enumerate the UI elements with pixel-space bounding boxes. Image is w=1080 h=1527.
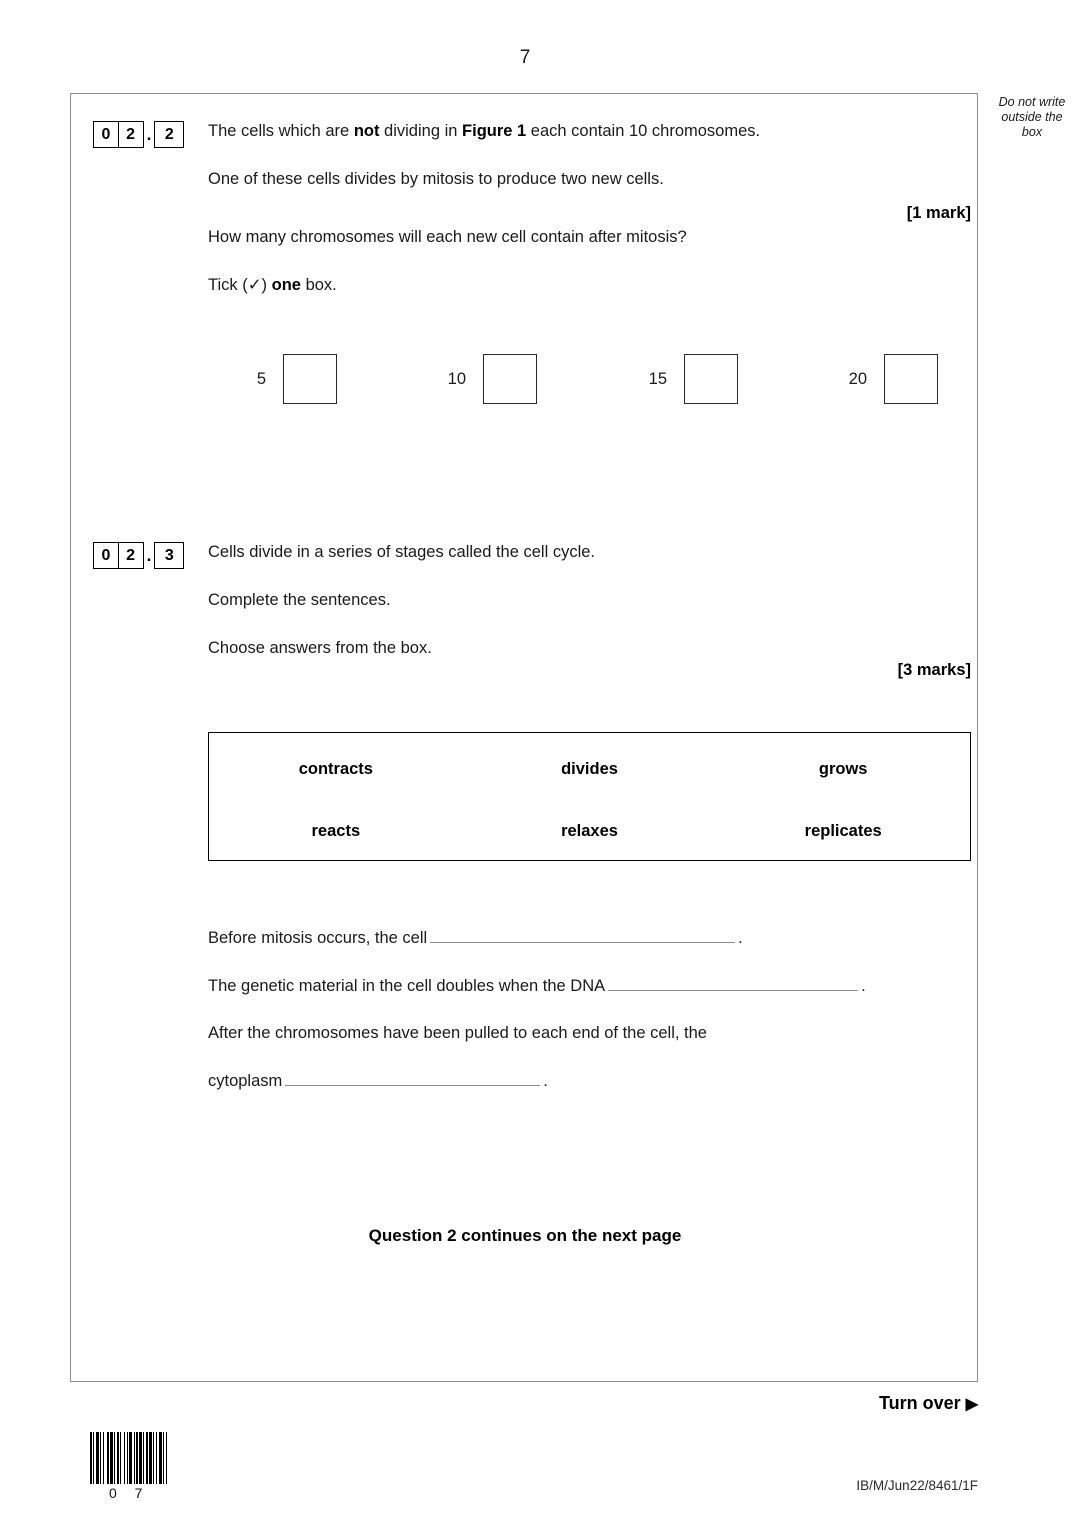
barcode-block bbox=[90, 1432, 202, 1501]
text-segment: each contain 10 chromosomes. bbox=[526, 122, 761, 140]
document-reference: IB/M/Jun22/8461/1F bbox=[856, 1478, 978, 1493]
question-number-digits bbox=[93, 542, 144, 569]
sentence-end-punctuation: . bbox=[543, 1072, 548, 1090]
question-number-digit: 0 bbox=[93, 121, 119, 148]
margin-note-line-2: outside the bbox=[1001, 110, 1063, 124]
sentence-3-part-1 bbox=[208, 1023, 978, 1043]
question-number-separator: . bbox=[146, 125, 152, 144]
triangle-right-icon: ▶ bbox=[965, 1396, 978, 1413]
word-bank-option[interactable]: replicates bbox=[804, 822, 882, 840]
answer-blank-1[interactable] bbox=[430, 927, 735, 943]
text-segment: Tick ( bbox=[208, 276, 248, 294]
tick-option-label: 10 bbox=[447, 369, 466, 388]
sentence-2 bbox=[208, 975, 978, 996]
do-not-write-outside-box-notice bbox=[988, 95, 1076, 140]
question-text-line: How many chromosomes will each new cell contain after mitosis? bbox=[208, 228, 687, 246]
question-number-digit: 2 bbox=[118, 121, 144, 148]
sentence-end-punctuation: . bbox=[861, 977, 866, 995]
tick-option-group bbox=[444, 353, 537, 405]
question-text-line: Complete the sentences. bbox=[208, 591, 391, 609]
tick-option-label: 15 bbox=[648, 369, 667, 388]
tick-option-group bbox=[244, 353, 337, 405]
word-bank-row bbox=[209, 760, 970, 779]
barcode-digits: 0 7 bbox=[109, 1485, 150, 1501]
tick-option-label: 5 bbox=[256, 369, 266, 388]
tick-checkbox[interactable] bbox=[884, 354, 938, 404]
tick-option-group bbox=[645, 353, 738, 405]
tick-checkbox[interactable] bbox=[483, 354, 537, 404]
tick-checkbox[interactable] bbox=[684, 354, 738, 404]
marks-label-02-2: [1 mark] bbox=[906, 204, 971, 222]
word-bank-row bbox=[209, 822, 970, 841]
margin-note-line-3: box bbox=[1021, 125, 1043, 139]
tick-option-label: 20 bbox=[848, 369, 867, 388]
tick-checkbox[interactable] bbox=[283, 354, 337, 404]
question-number-separator: . bbox=[146, 546, 152, 565]
question-number-02-3 bbox=[93, 542, 184, 569]
text-segment: ) bbox=[261, 276, 272, 294]
word-bank-option[interactable]: relaxes bbox=[561, 822, 618, 840]
question-number-digits bbox=[93, 121, 144, 148]
text-segment: The cells which are bbox=[208, 122, 354, 140]
question-text-line bbox=[208, 121, 908, 141]
question-02-3-body bbox=[208, 542, 908, 658]
answer-blank-3[interactable] bbox=[285, 1070, 540, 1086]
text-segment: dividing in bbox=[379, 122, 463, 140]
answer-frame bbox=[70, 93, 978, 1382]
sentence-1 bbox=[208, 927, 978, 948]
turn-over-label: Turn over bbox=[878, 1393, 961, 1413]
sentence-text: After the chromosomes have been pulled to each end of the cell, the bbox=[208, 1024, 707, 1042]
sentence-text: Before mitosis occurs, the cell bbox=[208, 929, 428, 947]
text-segment-bold: Figure 1 bbox=[462, 122, 527, 140]
tick-glyph-icon: ✓ bbox=[247, 276, 262, 294]
barcode-icon bbox=[90, 1432, 202, 1484]
marks-label-02-3: [3 marks] bbox=[897, 661, 971, 679]
text-segment: box. bbox=[300, 276, 337, 294]
question-number-digit: 2 bbox=[118, 542, 144, 569]
tick-instruction bbox=[208, 275, 908, 295]
question-number-digit: 0 bbox=[93, 542, 119, 569]
word-bank-option[interactable]: reacts bbox=[311, 822, 361, 840]
sentence-end-punctuation: . bbox=[738, 929, 743, 947]
question-number-subpart: 2 bbox=[154, 121, 184, 148]
word-bank-option[interactable]: divides bbox=[561, 760, 618, 778]
sentence-3-part-2 bbox=[208, 1070, 978, 1091]
turn-over-notice bbox=[760, 1393, 978, 1414]
question-02-2-body bbox=[208, 121, 908, 295]
question-text-line: One of these cells divides by mitosis to produce two new cells. bbox=[208, 170, 664, 188]
tick-box-row bbox=[236, 353, 976, 405]
sentence-text: The genetic material in the cell doubles when the DNA bbox=[208, 977, 606, 995]
page-number: 7 bbox=[519, 47, 531, 68]
word-bank-option[interactable]: contracts bbox=[298, 760, 373, 778]
sentence-text: cytoplasm bbox=[208, 1072, 283, 1090]
tick-option-group bbox=[845, 353, 938, 405]
question-text-line: Choose answers from the box. bbox=[208, 639, 432, 657]
word-bank-box bbox=[208, 732, 971, 861]
fill-in-sentences bbox=[208, 927, 978, 1118]
text-segment-bold: not bbox=[353, 122, 380, 140]
text-segment-bold: one bbox=[271, 276, 301, 294]
margin-note-line-1: Do not write bbox=[998, 95, 1066, 109]
question-number-02-2 bbox=[93, 121, 184, 148]
answer-blank-2[interactable] bbox=[608, 975, 858, 991]
question-number-subpart: 3 bbox=[154, 542, 184, 569]
word-bank-option[interactable]: grows bbox=[818, 760, 868, 778]
question-continues-notice: Question 2 continues on the next page bbox=[368, 1226, 682, 1245]
question-text-line: Cells divide in a series of stages called the cell cycle. bbox=[208, 543, 596, 561]
